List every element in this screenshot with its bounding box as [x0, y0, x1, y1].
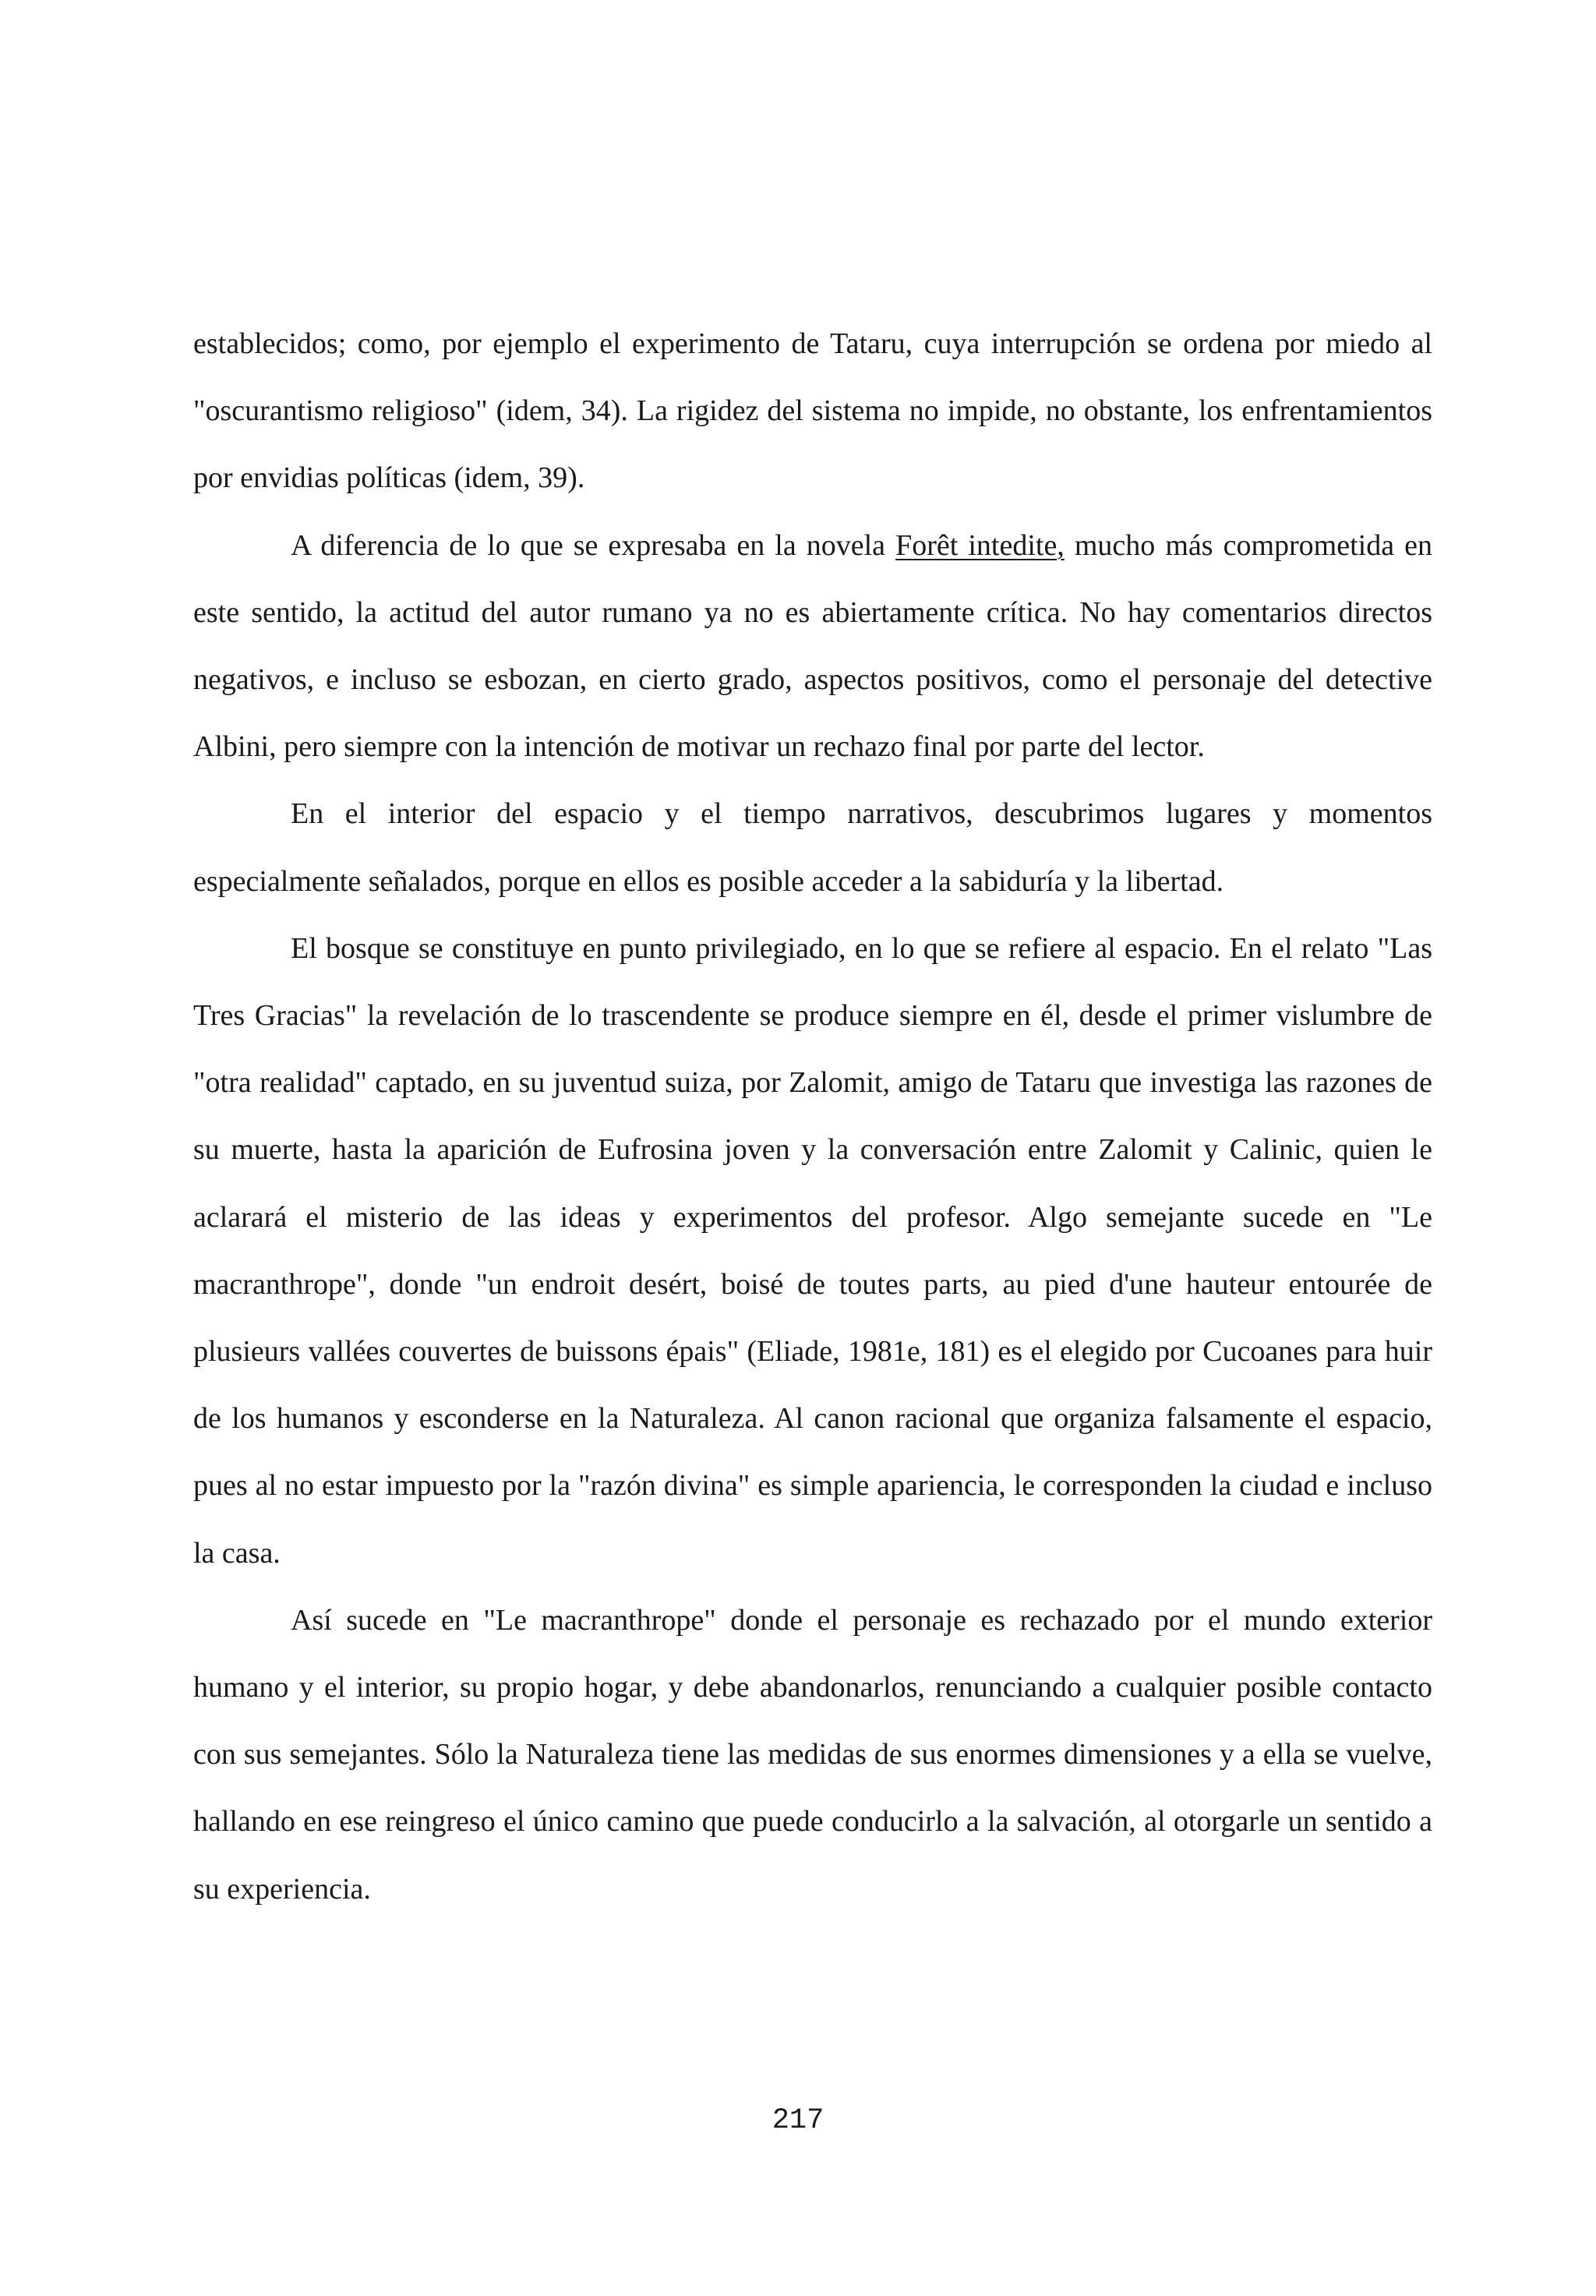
- body-text: [193, 310, 1432, 1923]
- page-number: 217: [772, 2104, 824, 2137]
- paragraph-5: Así sucede en "Le macranthrope" donde el personaje es rechazado por el mundo exterior humano y el interior, su propio hogar, y debe abandonarlos, renunciando a cualquier posible contacto con sus semejantes. Sólo la Naturaleza tiene las medidas de sus enormes dimensiones y a ella se vuelve, hallando en ese reingreso el único camino que puede conducirlo a la salvación, al otorgarle un sentido a su experiencia.: [193, 1603, 1432, 1906]
- paragraph-2: [193, 512, 1432, 781]
- paragraph-2-rest: mucho más comprometida en este sentido, la actitud del autor rumano ya no es abiertamente crítica. No hay comentarios directos negativos, e incluso se esbozan, en cierto grado, aspectos positivos, como el personaje del detective Albini, pero siempre con la intención de motivar un rechazo final por parte del lector.: [193, 528, 1432, 764]
- paragraph-1: establecidos; como, por ejemplo el experimento de Tataru, cuya interrupción se ordena por miedo al "oscurantismo religioso" (idem, 34). La rigidez del sistema no impide, no obstante, los enfrentamientos por envidias políticas (idem, 39).: [193, 327, 1432, 495]
- paragraph-3: En el interior del espacio y el tiempo narrativos, descubrimos lugares y momentos especialmente señalados, porque en ellos es posible acceder a la sabiduría y la libertad.: [193, 797, 1432, 898]
- novel-title: Forêt intedite,: [895, 528, 1065, 562]
- paragraph-2-lead: A diferencia de lo que se expresaba en la novela: [291, 528, 896, 562]
- paragraph-4: El bosque se constituye en punto privilegiado, en lo que se refiere al espacio. En el relato "Las Tres Gracias" la revelación de lo trascendente se produce siempre en él, desde el primer vislumbre de "otra realidad" captado, en su juventud suiza, por Zalomit, amigo de Tataru que investiga las razones de su muerte, hasta la aparición de Eufrosina joven y la conversación entre Zalomit y Calinic, quien le aclarará el misterio de las ideas y experimentos del profesor. Algo semejante sucede en "Le macranthrope", donde "un endroit desért, boisé de toutes parts, au pied d'une hauteur entourée de plusieurs vallées couvertes de buissons épais" (Eliade, 1981e, 181) es el elegido por Cucoanes para huir de los humanos y esconderse en la Naturaleza. Al canon racional que organiza falsamente el espacio, pues al no estar impuesto por la "razón divina" es simple apariencia, le corresponden la ciudad e incluso la casa.: [193, 931, 1432, 1570]
